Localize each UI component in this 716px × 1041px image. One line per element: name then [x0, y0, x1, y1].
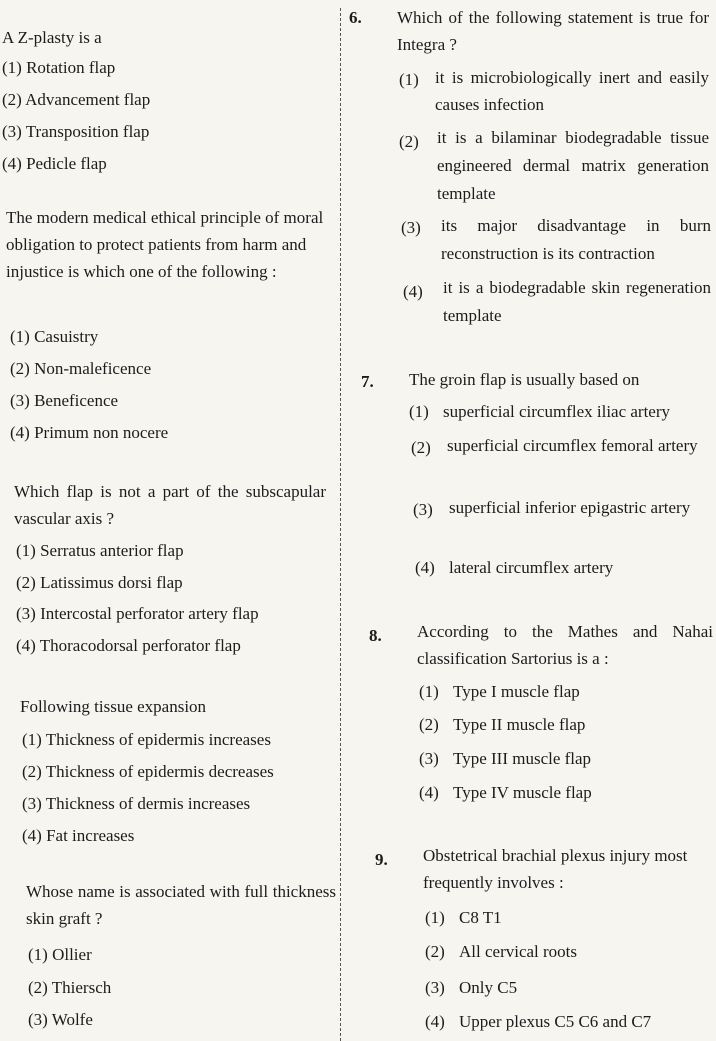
option-text: Type I muscle flap: [453, 682, 580, 701]
question-stem: Whose name is associated with full thickness skin graft ?: [26, 882, 336, 928]
option-2: (2) Latissimus dorsi flap: [16, 573, 183, 592]
option-text: superficial circumflex femoral artery: [447, 436, 698, 455]
question-stem: The modern medical ethical principle of moral obligation to protect patients from harm and injustice is which one of the following :: [6, 208, 324, 281]
option-1: (1) Serratus anterior flap: [16, 541, 184, 560]
question-stem: According to the Mathes and Nahai classification Sartorius is a :: [417, 622, 713, 668]
option-number: (4): [403, 282, 423, 301]
question-2: [6, 204, 324, 285]
option-2: [399, 130, 433, 154]
option-1: [425, 906, 502, 930]
option-number: (2): [425, 942, 445, 961]
option-text: its major disadvantage in burn reconstruction is its contraction: [441, 216, 711, 263]
option-3: (3) Thickness of dermis increases: [22, 794, 251, 813]
question-stem: Obstetrical brachial plexus injury most frequently involves :: [423, 846, 688, 892]
option-2: [419, 713, 585, 737]
option-number: (3): [419, 749, 439, 768]
option-4: [425, 1010, 651, 1034]
option-text: Upper plexus C5 C6 and C7: [459, 1012, 652, 1031]
question-stem: Which of the following statement is true for Integra ?: [397, 8, 709, 54]
option-3: [401, 216, 435, 240]
option-3: [419, 747, 591, 771]
option-text: superficial inferior epigastric artery: [449, 498, 691, 517]
option-2: (2) Thickness of epidermis decreases: [22, 762, 274, 781]
option-number: (2): [419, 715, 439, 734]
option-4: (4) Fat increases: [22, 826, 135, 845]
option-2: [425, 940, 577, 964]
option-4: (4) Pedicle flap: [2, 154, 107, 173]
question-number: 9.: [375, 850, 388, 869]
option-1: (1) Rotation flap: [2, 58, 116, 77]
option-1: [419, 680, 580, 704]
option-text: it is a biodegradable skin regeneration template: [443, 278, 711, 325]
option-text: Type II muscle flap: [453, 715, 586, 734]
option-4: [403, 280, 437, 304]
question-stem: A Z-plasty is a: [2, 28, 102, 47]
option-3: [425, 976, 517, 1000]
question-9: [423, 842, 715, 896]
question-3: [14, 478, 326, 532]
option-number: (1): [409, 402, 429, 421]
option-number: (4): [425, 1012, 445, 1031]
option-number: (1): [399, 70, 419, 89]
question-8: [417, 618, 713, 672]
column-divider: [340, 8, 341, 1041]
option-text: Type IV muscle flap: [453, 783, 592, 802]
option-3: (3) Beneficence: [10, 391, 119, 410]
option-text: superficial circumflex iliac artery: [443, 402, 671, 421]
option-text: lateral circumflex artery: [449, 558, 614, 577]
option-3: (3) Intercostal perforator artery flap: [16, 604, 259, 623]
option-2: (2) Thiersch: [28, 978, 112, 997]
question-stem: Which flap is not a part of the subscapular vascular axis ?: [14, 482, 326, 528]
option-1: (1) Casuistry: [10, 327, 99, 346]
option-1: [409, 400, 670, 424]
option-4: (4) Thoracodorsal perforator flap: [16, 636, 241, 655]
option-number: (1): [419, 682, 439, 701]
option-2: (2) Non-maleficence: [10, 359, 152, 378]
question-number: 6.: [349, 8, 362, 27]
option-2: [411, 436, 445, 460]
question-7: [409, 366, 709, 393]
option-4: [415, 556, 613, 580]
question-4: [20, 693, 320, 720]
question-stem: Following tissue expansion: [20, 697, 207, 716]
question-1: [2, 24, 332, 51]
option-number: (2): [411, 438, 431, 457]
option-2: (2) Advancement flap: [2, 90, 151, 109]
question-stem: The groin flap is usually based on: [409, 370, 640, 389]
question-6: [397, 4, 709, 58]
option-1: (1) Thickness of epidermis increases: [22, 730, 271, 749]
option-3: [413, 498, 447, 522]
option-1: (1) Ollier: [28, 945, 92, 964]
option-number: (1): [425, 908, 445, 927]
option-4: [419, 781, 592, 805]
option-3: (3) Wolfe: [28, 1010, 93, 1029]
question-5: [26, 878, 336, 932]
option-text: C8 T1: [459, 908, 502, 927]
option-text: Only C5: [459, 978, 518, 997]
option-3: (3) Transposition flap: [2, 122, 150, 141]
option-number: (4): [415, 558, 435, 577]
option-number: (3): [425, 978, 445, 997]
question-number: 8.: [369, 626, 382, 645]
question-number: 7.: [361, 372, 374, 391]
option-number: (3): [413, 500, 433, 519]
option-text: it is a bilaminar biodegradable tissue engineered dermal matrix generation template: [437, 128, 709, 203]
option-number: (4): [419, 783, 439, 802]
option-4: (4) Primum non nocere: [10, 423, 169, 442]
option-text: All cervical roots: [459, 942, 578, 961]
option-text: it is microbiologically inert and easily causes infection: [435, 68, 709, 114]
option-number: (2): [399, 132, 419, 151]
option-text: Type III muscle flap: [453, 749, 592, 768]
option-number: (3): [401, 218, 421, 237]
